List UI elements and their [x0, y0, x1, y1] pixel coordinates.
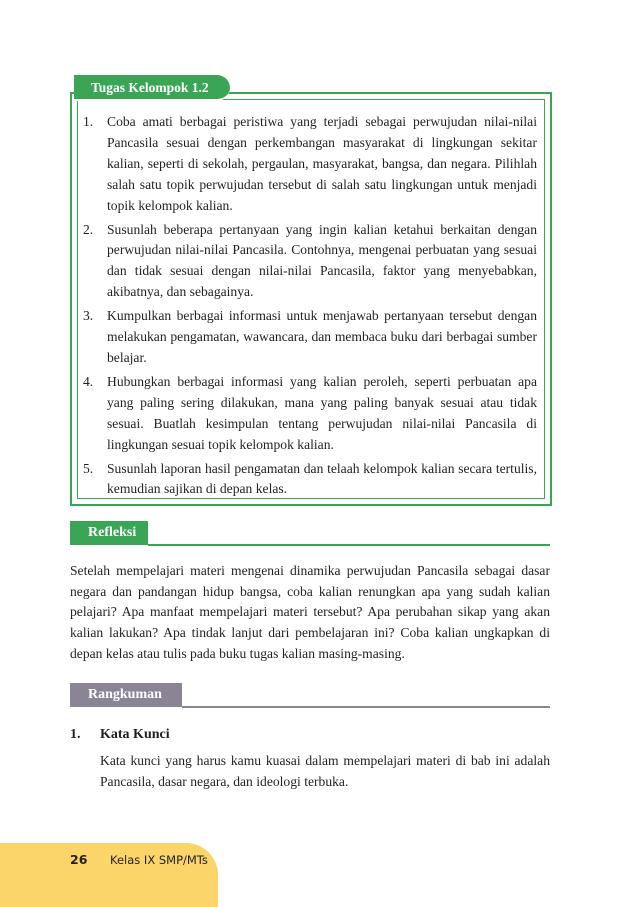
task-item-number: 1.: [83, 114, 94, 129]
task-item: [83, 372, 537, 456]
task-item-text: Hubungkan berbagai informasi yang kalian peroleh, seperti perbuatan apa yang paling sering dilakukan, mana yang paling banyak sesuai atau tidak sesuai. Buatlah kesimpulan tentang perwujudan nilai-nilai Pancasila di lingkungan sesuai topik kelompok kalian.: [107, 373, 537, 452]
kata-kunci-title: Kata Kunci: [100, 727, 170, 742]
task-item-text: Susunlah laporan hasil pengamatan dan telaah kelompok kalian secara tertulis, kemudian sajikan di depan kelas.: [107, 460, 537, 497]
task-list: [83, 112, 537, 503]
task-item: [83, 220, 537, 304]
page-number: 26: [70, 852, 88, 867]
task-item-text: Susunlah beberapa pertanyaan yang ingin kalian ketahui berkaitan dengan perwujudan nilai-nilai Pancasila. Contohnya, mengenai perbuatan yang sesuai dan tidak sesuai dengan nilai-nilai Pancasila, faktor yang menyebabkan, akibatnya, dan sebagainya.: [107, 221, 537, 300]
task-item-text: Kumpulkan berbagai informasi untuk menjawab pertanyaan tersebut dengan melakukan pengamatan, wawancara, dan membaca buku dari berbagai sumber belajar.: [107, 308, 537, 365]
task-item-number: 2.: [83, 221, 94, 237]
rangkuman-heading: Rangkuman: [70, 683, 182, 707]
task-box-title: Tugas Kelompok 1.2: [74, 75, 230, 101]
refleksi-divider: [148, 544, 550, 546]
task-item: [83, 112, 537, 217]
task-item-number: 4.: [83, 373, 94, 389]
kata-kunci-number: 1.: [70, 727, 81, 742]
task-item-number: 3.: [83, 308, 94, 324]
refleksi-paragraph: Setelah mempelajari materi mengenai dinamika perwujudan Pancasila sebagai dasar negara dan pandangan hidup bangsa, coba kalian renungkan apa yang sudah kalian pelajari? Apa manfaat mempelajari materi tersebut? Apa perubahan sikap yang akan kalian lakukan? Apa tindak lanjut dari pembelajaran ini? Coba kalian ungkapkan di depan kelas atau tulis pada buku tugas kalian masing-masing.: [70, 563, 550, 661]
rangkuman-divider: [182, 706, 550, 708]
task-item-number: 5.: [83, 460, 94, 476]
task-item-text: Coba amati berbagai peristiwa yang terjadi sebagai perwujudan nilai-nilai Pancasila sesuai dengan perkembangan masyarakat di lingkungan sekitar kalian, seperti di sekolah, pergaulan, masyarakat, bangsa, dan negara. Pilihlah salah satu topik perwujudan tersebut di salah satu lingkungan untuk menjadi topik kelompok kalian.: [107, 114, 537, 213]
task-item: [83, 306, 537, 369]
refleksi-heading: Refleksi: [70, 521, 148, 545]
kata-kunci-paragraph: Kata kunci yang harus kamu kuasai dalam mempelajari materi di bab ini adalah Pancasila, dasar negara, dan ideologi terbuka.: [100, 753, 550, 789]
kata-kunci-heading: [70, 727, 170, 743]
book-label: Kelas IX SMP/MTs: [110, 853, 208, 867]
task-item: [83, 459, 537, 501]
